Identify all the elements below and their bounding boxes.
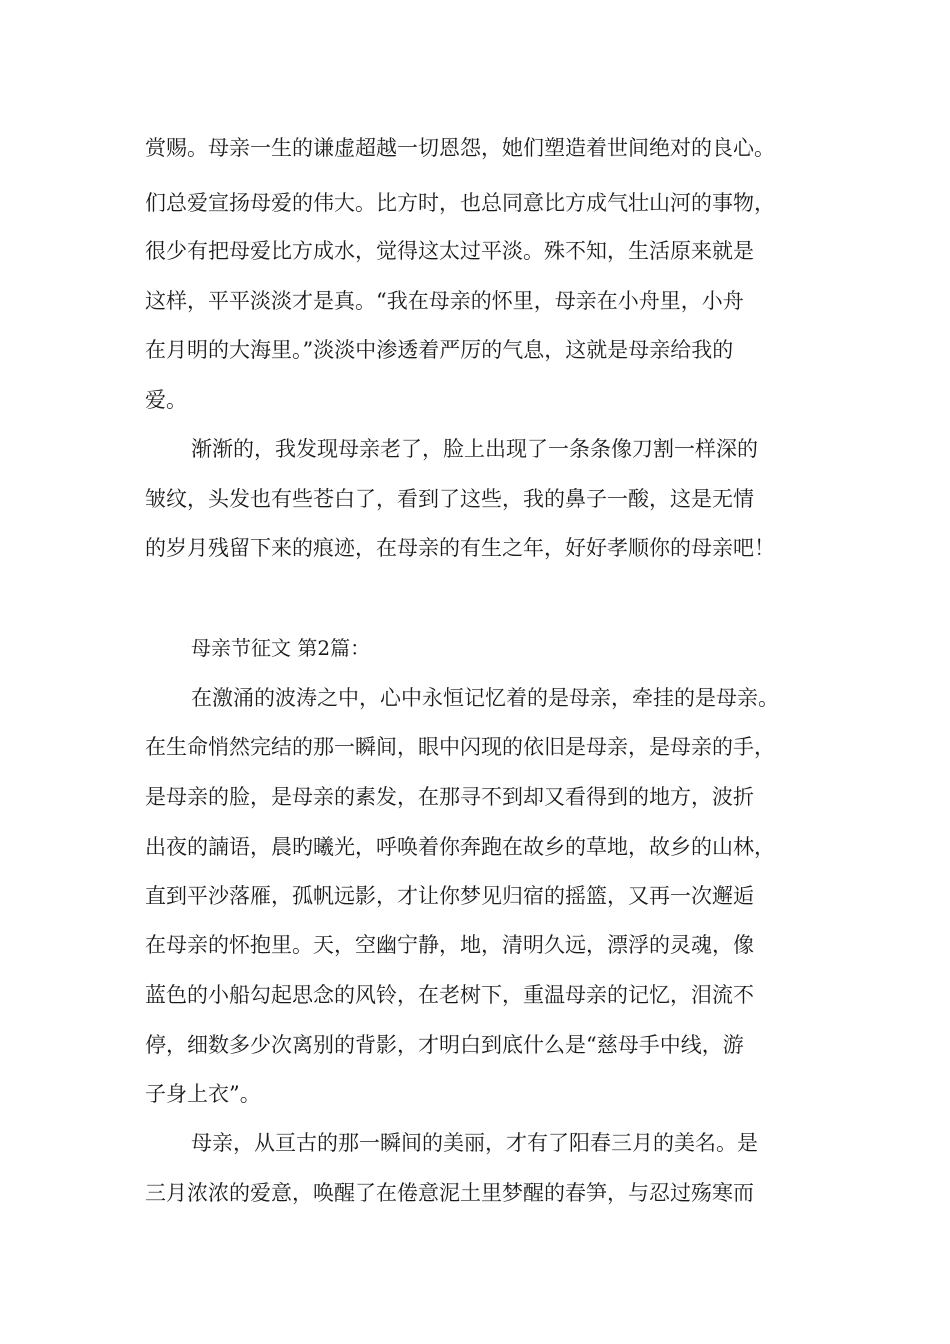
- text-line: 蓝色的小船勾起思念的风铃，在老树下，重温母亲的记忆，泪流不: [145, 983, 754, 1007]
- text-line: 子身上衣”。: [145, 1082, 261, 1106]
- text-line: 母亲，从亘古的那一瞬间的美丽，才有了阳春三月的美名。是: [191, 1131, 758, 1155]
- text-line: 在激涌的波涛之中，心中永恒记忆着的是母亲，牵挂的是母亲。: [191, 686, 779, 710]
- text-line: 爱。: [145, 388, 187, 412]
- text-line: 直到平沙落雁，孤帆远影，才让你梦见归宿的摇篮，又再一次邂逅: [145, 884, 754, 908]
- text-line: 很少有把母爱比方成水，觉得这太过平淡。殊不知，生活原来就是: [145, 239, 754, 263]
- text-line: 们总爱宣扬母爱的伟大。比方时，也总同意比方成气壮山河的事物，: [145, 191, 775, 215]
- text-line: 出夜的諵语，晨旳曦光，呼唤着你奔跑在故乡的草地，故乡的山林，: [145, 835, 775, 859]
- text-line: 的岁月残留下来的痕迹，在母亲的有生之年，好好孝顺你的母亲吧！: [145, 536, 775, 560]
- section-heading: 母亲节征文 第2篇：: [191, 636, 371, 660]
- text-line: 这样，平平淡淡才是真。“我在母亲的怀里，母亲在小舟里，小舟: [145, 289, 744, 313]
- text-line: 渐渐的，我发现母亲老了，脸上出现了一条条像刀割一样深的: [191, 437, 758, 461]
- text-line: 是母亲的脸，是母亲的素发，在那寻不到却又看得到的地方，波折: [145, 785, 754, 809]
- text-line: 在生命悄然完结的那一瞬间，眼中闪现的依旧是母亲，是母亲的手，: [145, 735, 775, 759]
- text-line: 赏赐。母亲一生的谦虚超越一切恩怨，她们塑造着世间绝对的良心。: [145, 136, 775, 160]
- text-line: 皱纹，头发也有些苍白了，看到了这些，我的鼻子一酸，这是无情: [145, 487, 754, 511]
- text-line: 在月明的大海里。”淡淡中渗透着严厉的气息，这就是母亲给我的: [145, 338, 734, 362]
- text-line: 在母亲的怀抱里。天，空幽宁静，地，清明久远，漂浮的灵魂，像: [145, 933, 754, 957]
- text-line: 停，细数多少次离别的背影，才明白到底什么是“慈母手中线，游: [145, 1033, 744, 1057]
- text-line: 三月浓浓的爱意，唤醒了在倦意泥土里梦醒的春笋，与忍过殇寒而: [145, 1181, 754, 1205]
